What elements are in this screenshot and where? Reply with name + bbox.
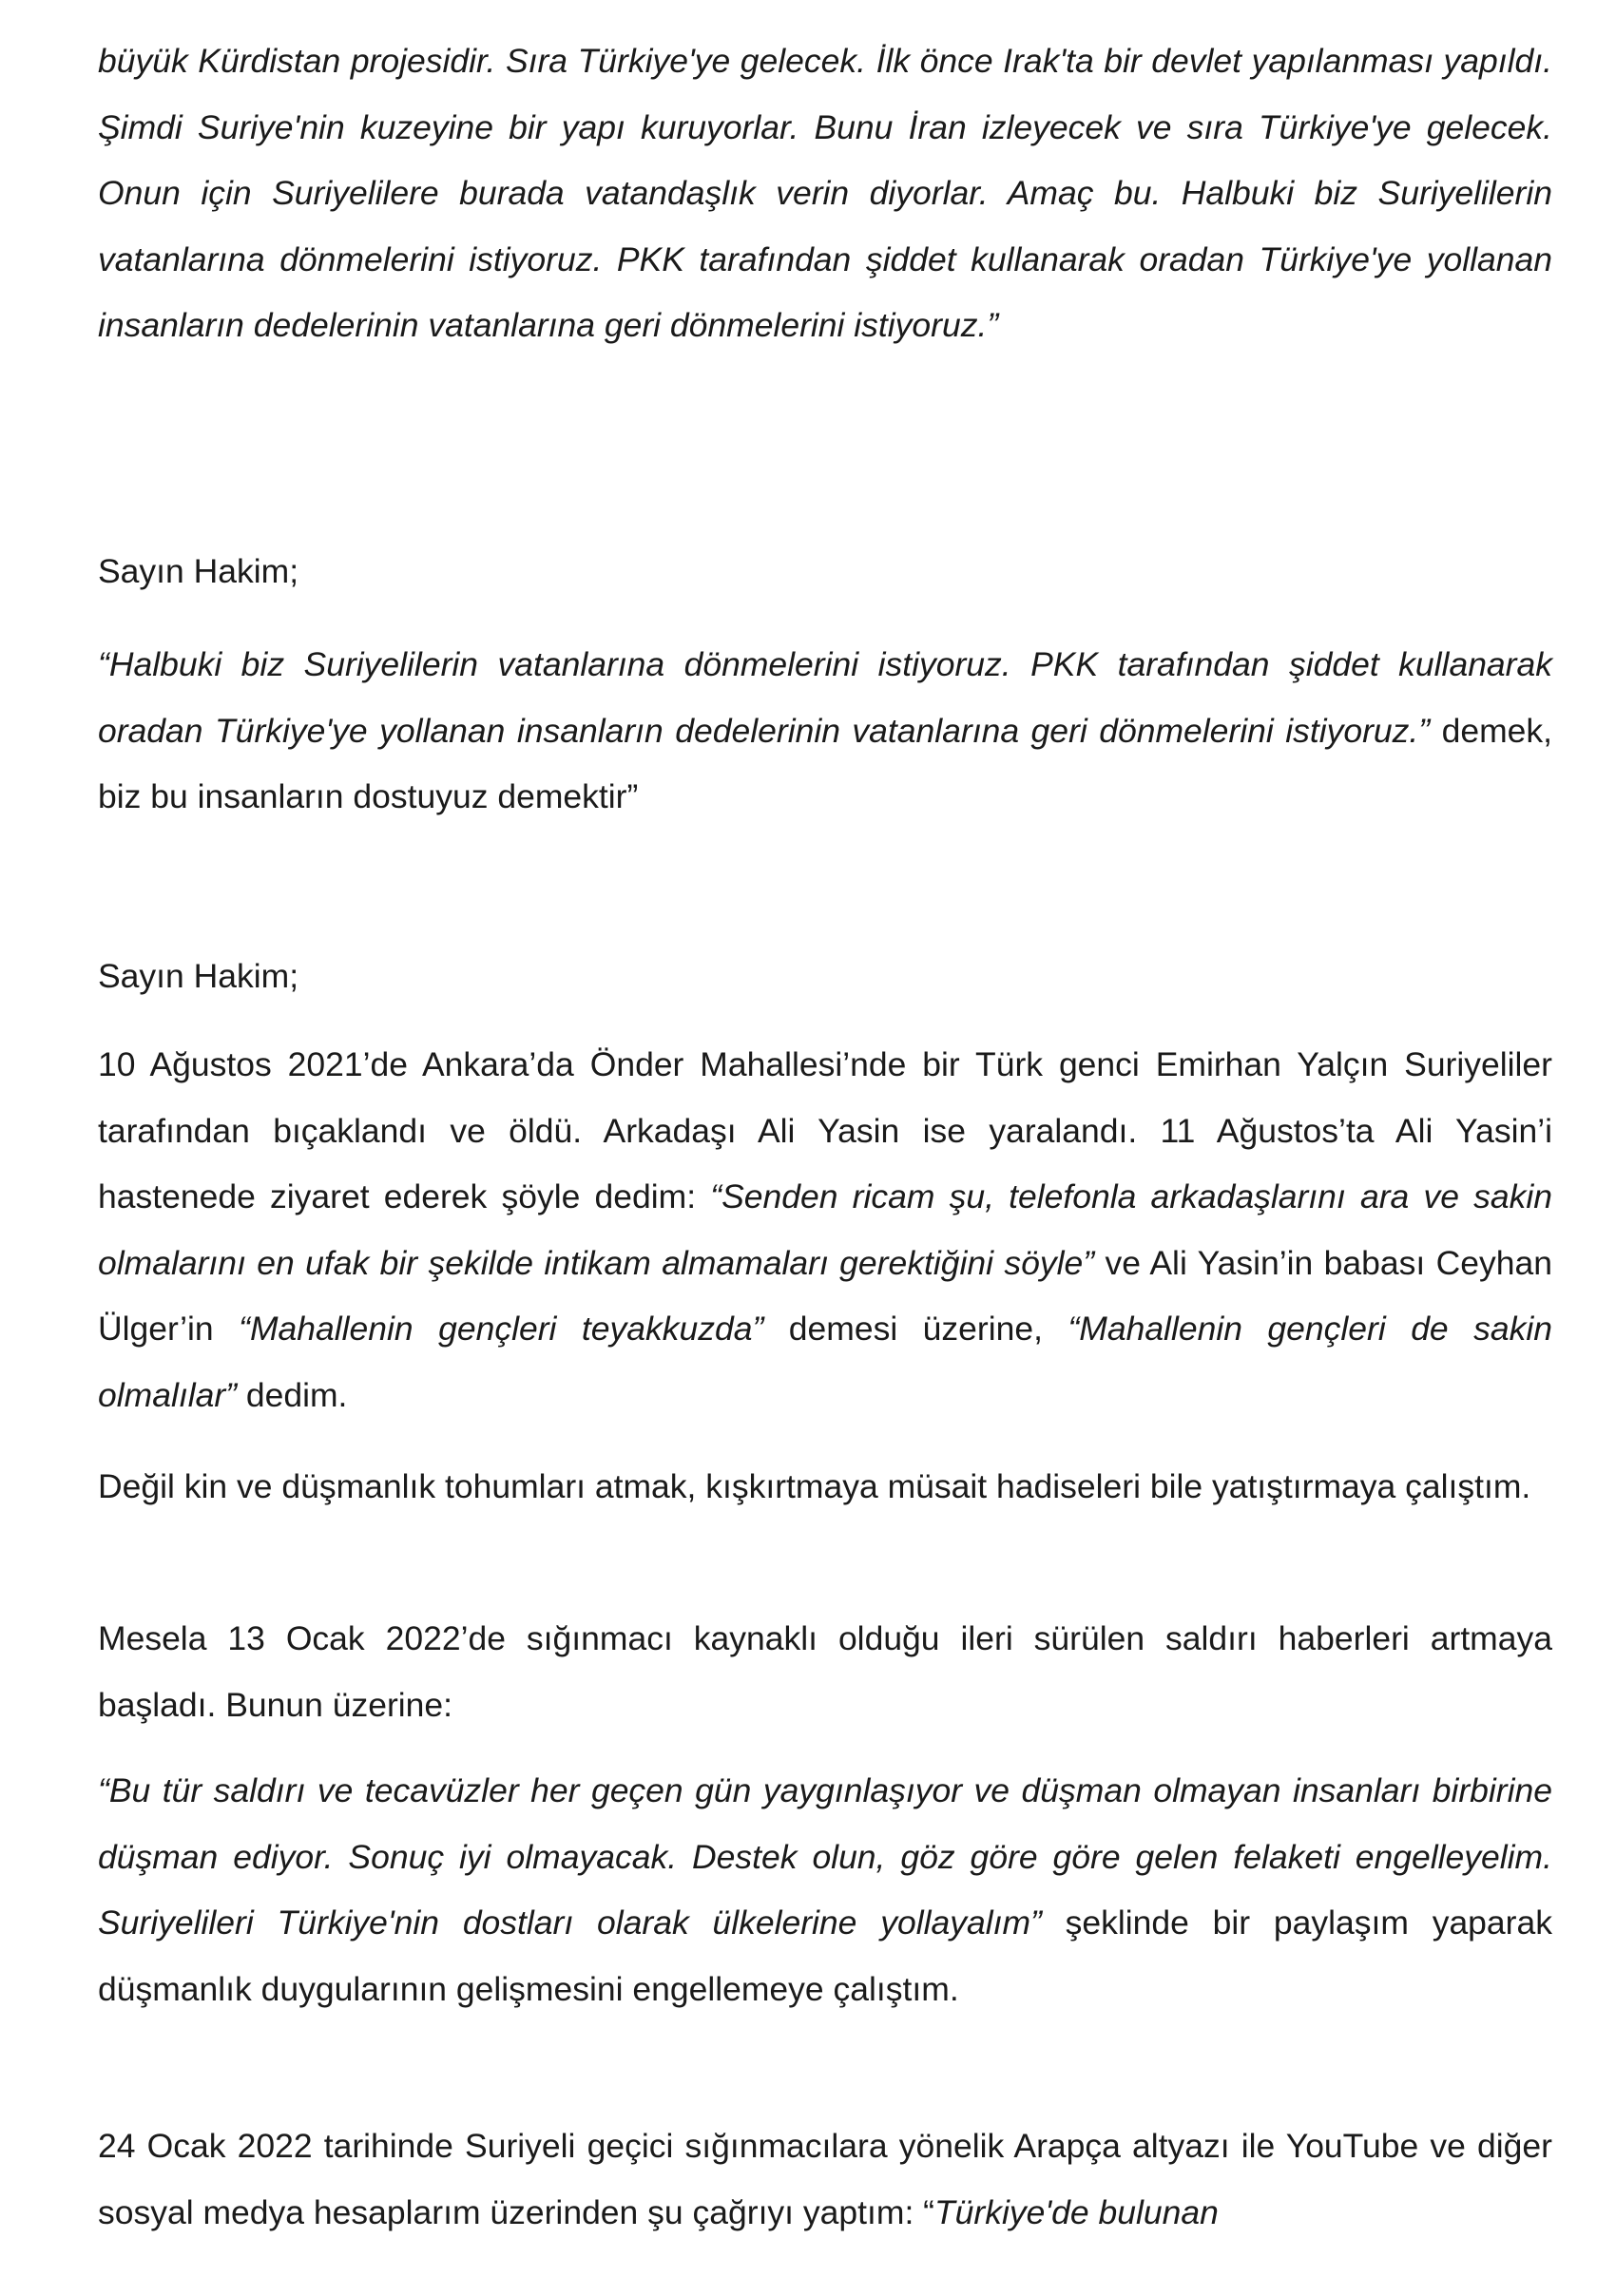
italic-quote: “Mahallenin gençleri teyakkuzda” <box>239 1310 764 1348</box>
paragraph-text: şeklinde bir paylaşım yaparak düşmanlık duygularının gelişmesini engellemeye çalıştım. <box>98 1904 1552 2008</box>
italic-quote: “Mahallenin gençleri de sakin olmalılar” <box>98 1310 1553 1414</box>
salutation-heading: Sayın Hakim; <box>98 552 299 590</box>
paragraph-incident-2021 <box>98 1032 1552 1428</box>
paragraph-quote-comment <box>98 632 1552 831</box>
paragraph-quote-continuation <box>98 29 1552 359</box>
paragraph-text: 10 Ağustos 2021’de Ankara’da Önder Mahallesi’nde bir Türk genci Emirhan Yalçın Suriyeliler tarafından bıçaklandı ve öldü. Arkadaşı Ali Yasin ise yaralandı. 11 Ağustos’ta Ali Yasin’i hastenede ziyaret ederek şöyle dedim: <box>98 1045 1552 1215</box>
paragraph-january-2022: Mesela 13 Ocak 2022’de sığınmacı kaynaklı olduğu ileri sürülen saldırı haberleri artmaya başladı. Bunun üzerine: <box>98 1619 1552 1724</box>
paragraph-text: dedim. <box>236 1375 348 1414</box>
paragraph-social-post <box>98 1758 1552 2022</box>
paragraph-text: 24 Ocak 2022 tarihinde Suriyeli geçici sığınmacılara yönelik Arapça altyazı ile YouTube ve diğer sosyal medya hesaplarım üzerinden şu çağrıyı yaptım: “ <box>98 2127 1552 2231</box>
paragraph-text: demek, biz bu insanların dostuyuz demektir” <box>98 711 1553 815</box>
paragraph-text: demesi üzerine, <box>763 1310 1068 1348</box>
italic-quote: büyük Kürdistan projesidir. Sıra Türkiye'ye gelecek. İlk önce Irak'ta bir devlet yapılanması yapıldı. Şimdi Suriye'nin kuzeyine bir yapı kuruyorlar. Bunu İran izleyecek ve sıra Türkiye'ye gelecek. Onun için Suriyelilere burada vatandaşlık verin diyorlar. Amaç bu. Halbuki biz Suriyelilerin vatanlarına dönmelerini istiyoruz. PKK tarafından şiddet kullanarak oradan Türkiye'ye yollanan insanların dedelerinin vatanlarına geri dönmelerini istiyoruz.” <box>98 42 1552 344</box>
italic-quote: “Senden ricam şu, telefonla arkadaşlarını ara ve sakin olmalarını en ufak bir şekilde intikam almamaları gerektiğini söyle” <box>98 1177 1552 1282</box>
paragraph-calming: Değil kin ve düşmanlık tohumları atmak, kışkırtmaya müsait hadiseleri bile yatıştırmaya çalıştım. <box>98 1467 1531 1505</box>
italic-quote: “Bu tür saldırı ve tecavüzler her geçen gün yaygınlaşıyor ve düşman olmayan insanları birbirine düşman ediyor. Sonuç iyi olmayacak. Destek olun, göz göre göre gelen felaketi engelleyelim. Suriyelileri Türkiye'nin dostları olarak ülkelerine yollayalım” <box>98 1771 1552 1942</box>
italic-quote: “Halbuki biz Suriyelilerin vatanlarına dönmelerini istiyoruz. PKK tarafından şiddet kullanarak oradan Türkiye'ye yollanan insanların dedelerinin vatanlarına geri dönmelerini istiyoruz.” <box>98 645 1552 750</box>
paragraph-text: ve Ali Yasin’in babası Ceyhan Ülger’in <box>98 1243 1552 1348</box>
paragraph-youtube-call <box>98 2114 1552 2246</box>
salutation-heading: Sayın Hakim; <box>98 957 299 995</box>
italic-quote: Türkiye'de bulunan <box>934 2192 1219 2231</box>
